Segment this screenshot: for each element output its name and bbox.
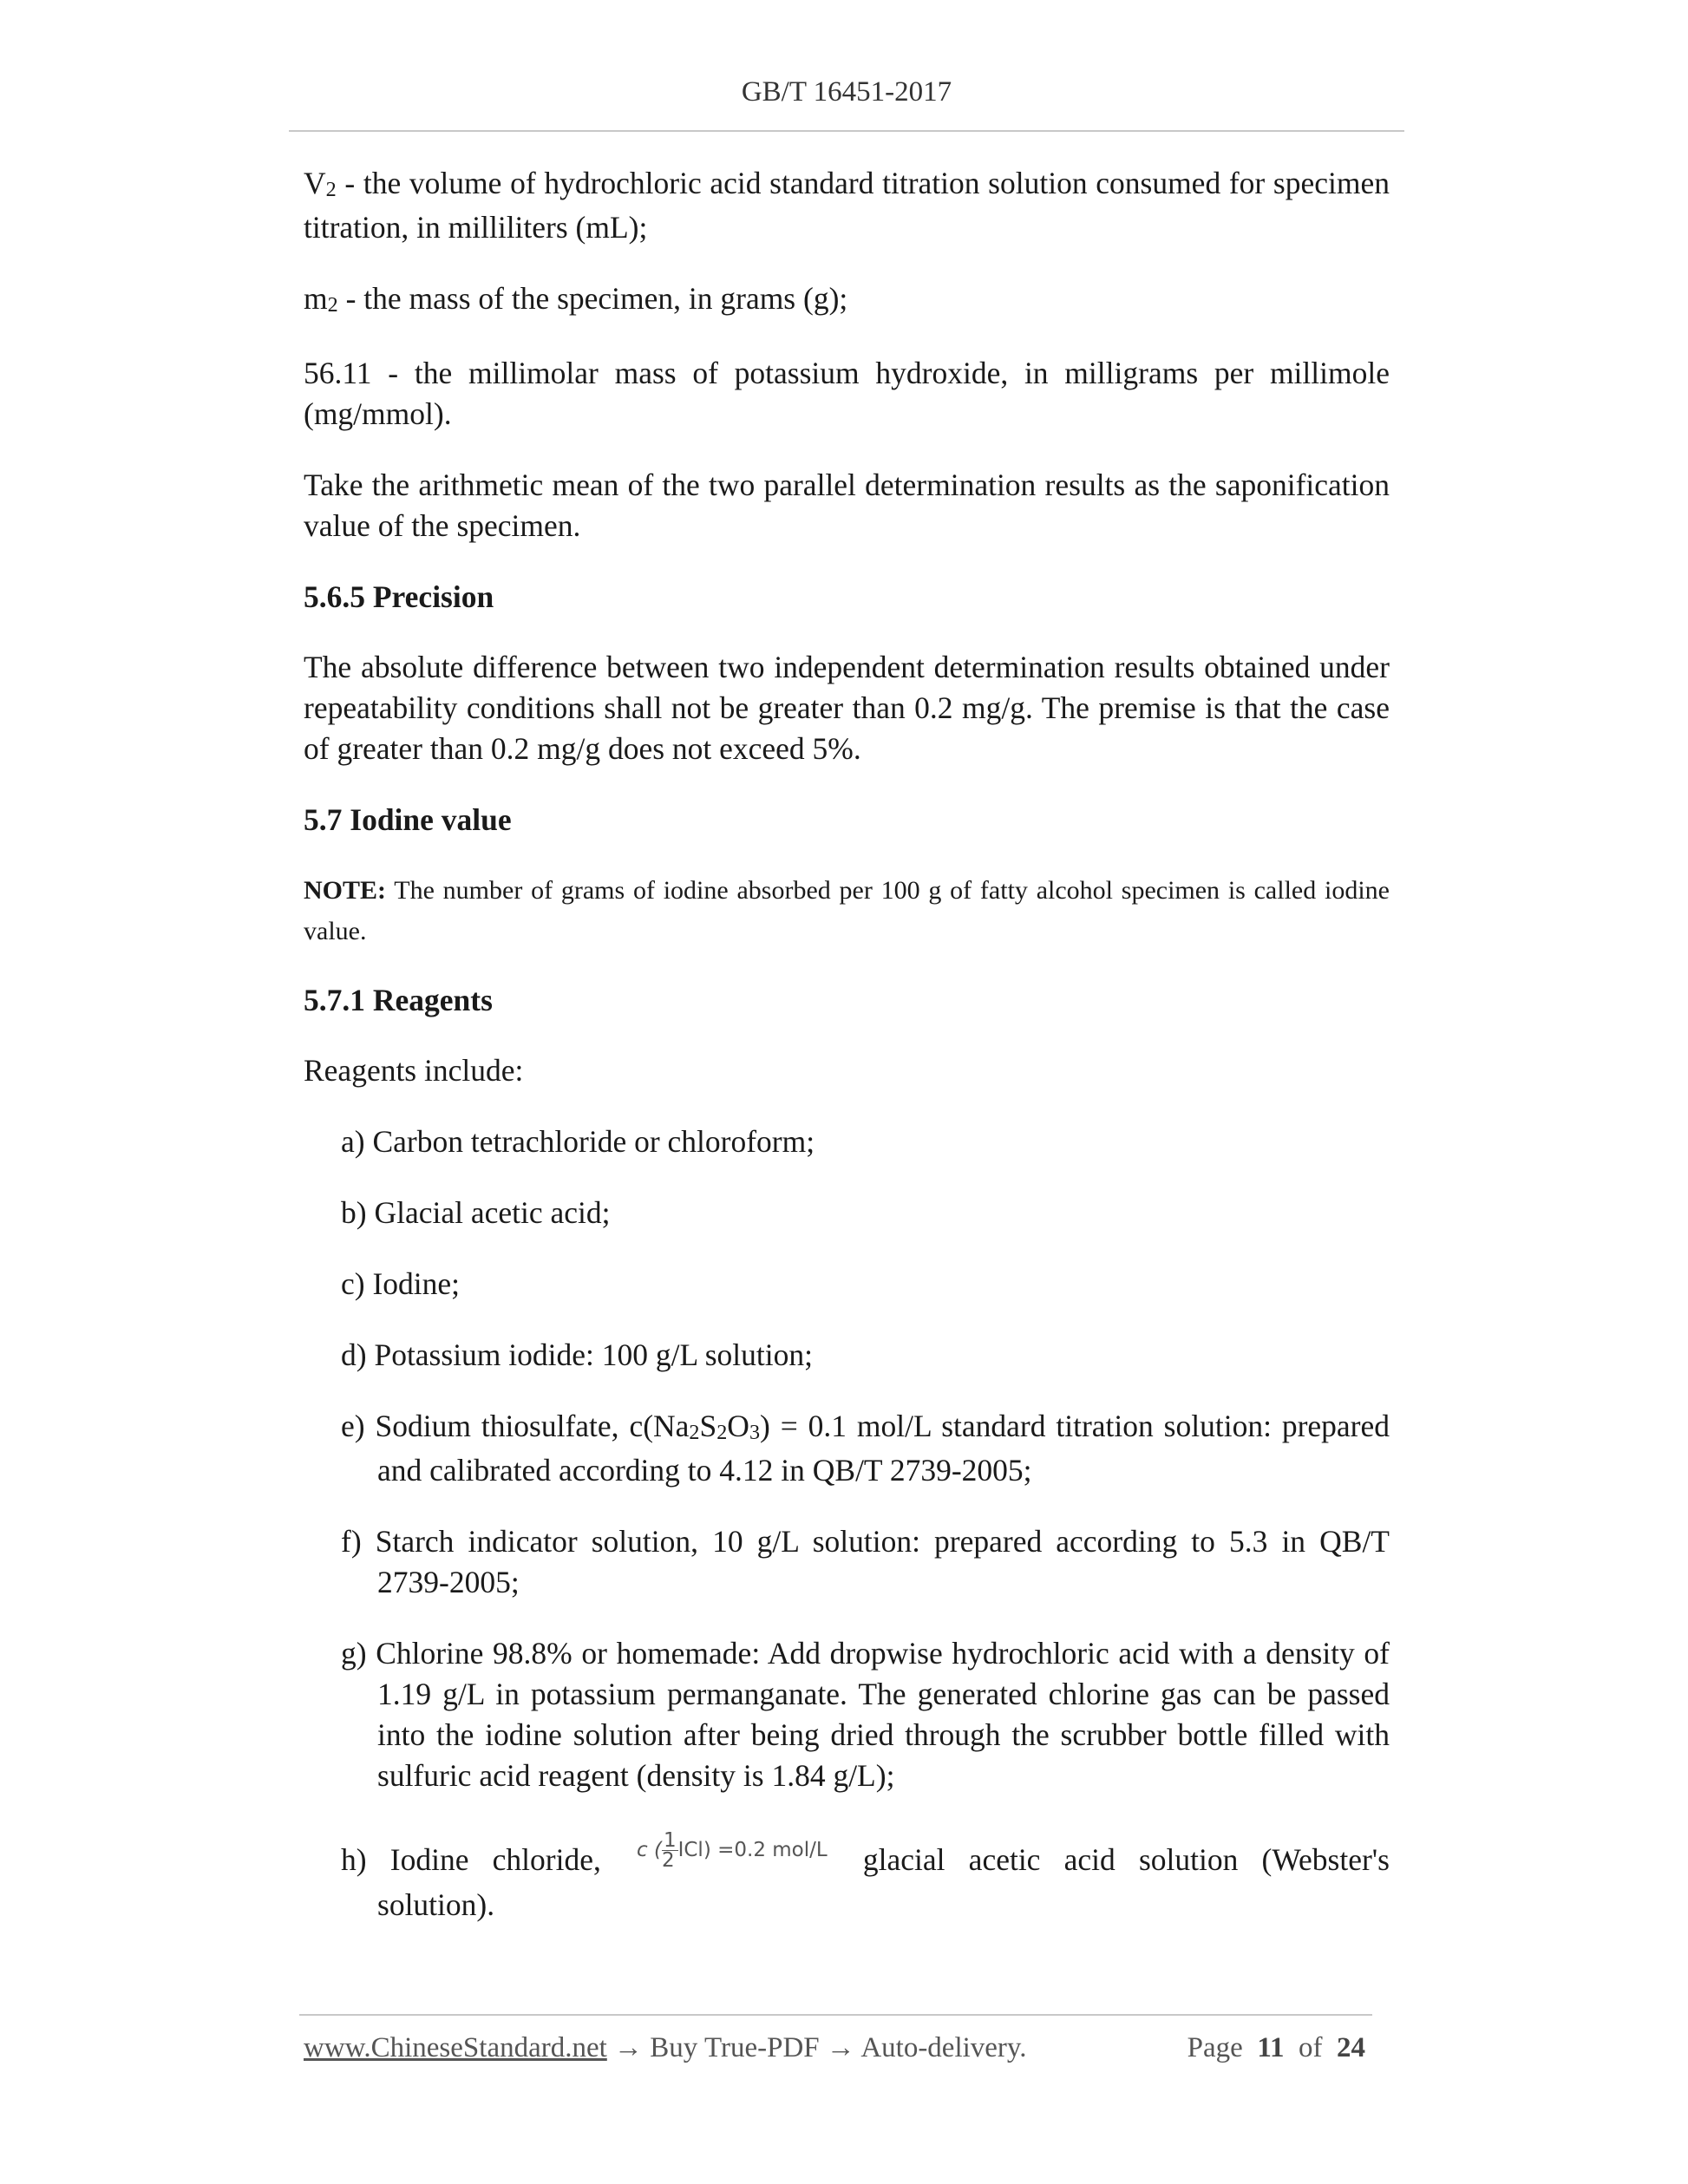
reagent-item-h: h) Iodine chloride, c ( $\frac{1}{2}$ ICl) =0.2 mol/L glacial acetic acid solution (Webster's bbox=[341, 1829, 1390, 1877]
iodine-chloride-formula: c ( $\frac{1}{2}$ ICl) =0.2 mol/L bbox=[637, 1829, 828, 1872]
definition-v2: $V_2$ - the volume of hydrochloric acid standard titration solution consumed for specimen titration, in milliliters (mL); bbox=[304, 166, 1390, 245]
note-text: The number of grams of iodine absorbed per 100 g of fatty alcohol specimen is called iodine value. bbox=[304, 876, 1390, 945]
website-link[interactable]: www.ChineseStandard.net bbox=[304, 2032, 607, 2063]
standard-number: GB/T 16451-2017 bbox=[741, 76, 952, 108]
reagent-item-h-continuation: solution). bbox=[377, 1887, 495, 1922]
definition-m2: $m_2$ - the mass of the specimen, in grams (g); bbox=[304, 281, 848, 317]
section-heading-precision: 5.6.5 Precision bbox=[304, 579, 494, 614]
reagent-item-a: a) Carbon tetrachloride or chloroform; bbox=[341, 1124, 815, 1159]
section-heading-reagents: 5.7.1 Reagents bbox=[304, 983, 493, 1017]
reagents-intro: Reagents include: bbox=[304, 1053, 524, 1088]
document-body bbox=[304, 163, 1390, 1926]
arrow-icon: → bbox=[826, 2032, 855, 2063]
auto-delivery-text: Auto-delivery. bbox=[860, 2032, 1027, 2063]
reagent-item-c: c) Iodine; bbox=[341, 1266, 461, 1301]
reagent-item-f: f) Starch indicator solution, 10 g/L solution: prepared according to 5.3 in QB/T 2739-2005; bbox=[341, 1524, 1390, 1599]
arrow-icon: → bbox=[614, 2032, 644, 2063]
footer-divider bbox=[299, 2014, 1372, 2016]
note-label: NOTE: bbox=[304, 876, 387, 905]
note-paragraph bbox=[304, 870, 1390, 951]
section-heading-iodine-value: 5.7 Iodine value bbox=[304, 802, 512, 837]
reagent-item-d: d) Potassium iodide: 100 g/L solution; bbox=[341, 1337, 814, 1372]
reagent-item-b: b) Glacial acetic acid; bbox=[341, 1195, 611, 1230]
header-divider bbox=[289, 130, 1404, 132]
page-header bbox=[289, 76, 1404, 108]
definition-molar-mass: 56.11 - the millimolar mass of potassium hydroxide, in milligrams per millimole (mg/mmol). bbox=[304, 356, 1390, 431]
precision-paragraph: The absolute difference between two independent determination results obtained under repeatability conditions shall not be greater than 0.2 mg/g. The premise is that the case of greater than 0.2 mg/g does not exceed 5%. bbox=[304, 650, 1390, 766]
arithmetic-mean-paragraph: Take the arithmetic mean of the two parallel determination results as the saponification value of the specimen. bbox=[304, 468, 1390, 543]
page-number: Page 11 of 24 bbox=[1187, 2032, 1365, 2063]
reagent-item-g: g) Chlorine 98.8% or homemade: Add dropwise hydrochloric acid with a density of 1.19 g/L in potassium permanganate. The generated chlorine gas can be passed into the iodine solution after being dried through the scrubber bottle filled with sulfuric acid reagent (density is 1.84 g/L); bbox=[341, 1636, 1390, 1793]
total-pages: 24 bbox=[1337, 2032, 1365, 2063]
current-page: 11 bbox=[1257, 2032, 1285, 2063]
reagent-item-e: e) Sodium thiosulfate, $c(Na_2S_2O_3) = 0.1$ mol/L standard titration solution: prepared and calibrated according to 4.12 in QB/T 2739-2005; bbox=[341, 1409, 1390, 1488]
buy-pdf-text: Buy True-PDF bbox=[650, 2032, 820, 2063]
page-footer bbox=[304, 2032, 1371, 2064]
formula-fraction: $\frac{1}{2}$ bbox=[661, 1829, 677, 1872]
